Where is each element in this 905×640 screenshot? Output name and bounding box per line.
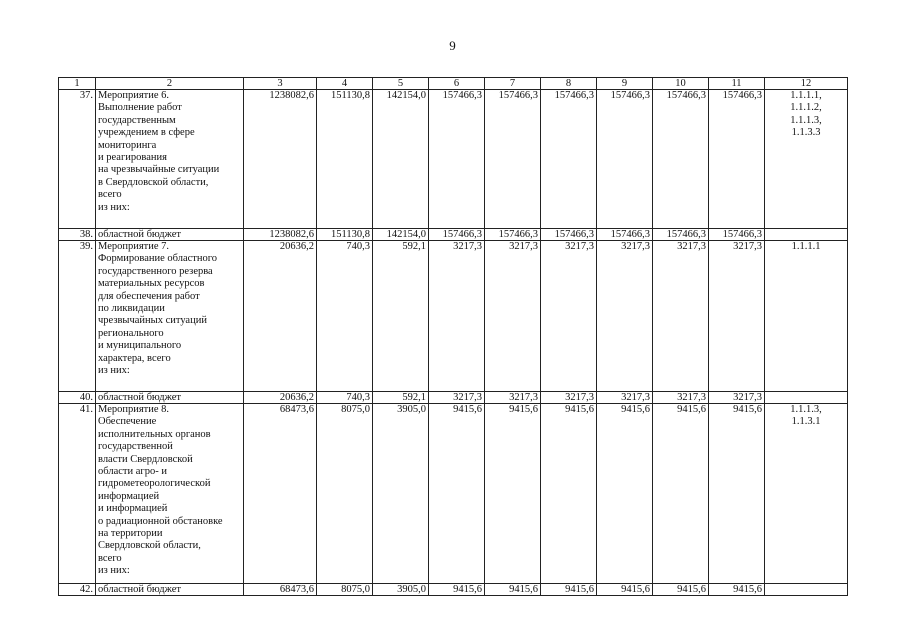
value-cell: 3217,3 [429,241,485,392]
value-cell: 3905,0 [373,584,429,596]
value-cell: 142154,0 [373,229,429,241]
row-number: 42. [59,584,96,596]
value-cell: 3217,3 [709,241,765,392]
value-cell: 3217,3 [485,392,541,404]
value-cell: 3217,3 [709,392,765,404]
row-number: 41. [59,404,96,584]
item-name: областной бюджет [96,584,244,596]
table-row [59,404,848,584]
table-row [59,229,848,241]
value-cell: 68473,6 [244,404,317,584]
value-cell: 157466,3 [541,229,597,241]
page-number: 9 [449,38,456,53]
value-cell: 3217,3 [653,241,709,392]
header-cell: 9 [597,78,653,90]
target-reference: 1.1.1.1, 1.1.1.2, 1.1.1.3, 1.1.3.3 [765,90,848,229]
value-cell: 157466,3 [597,229,653,241]
value-cell: 9415,6 [485,584,541,596]
value-cell: 3217,3 [597,241,653,392]
value-cell: 9415,6 [541,404,597,584]
table-row [59,90,848,229]
item-name: Мероприятие 6. Выполнение работ государственным учреждением в сфере мониторинга и реагирования на чрезвычайные ситуации в Свердловской области, всего из них: [96,90,244,229]
value-cell: 9415,6 [429,584,485,596]
value-cell: 157466,3 [429,229,485,241]
header-cell: 7 [485,78,541,90]
value-cell: 157466,3 [653,229,709,241]
header-cell: 1 [59,78,96,90]
table-row [59,241,848,392]
value-cell: 3217,3 [541,241,597,392]
value-cell: 142154,0 [373,90,429,229]
value-cell: 592,1 [373,392,429,404]
item-name: Мероприятие 7. Формирование областного государственного резерва материальных ресурсов для обеспечения работ по ликвидации чрезвычайных ситуаций регионального и муниципального характера, всего из них: [96,241,244,392]
value-cell: 9415,6 [429,404,485,584]
header-cell: 2 [96,78,244,90]
value-cell: 68473,6 [244,584,317,596]
target-reference [765,229,848,241]
value-cell: 1238082,6 [244,229,317,241]
target-reference: 1.1.1.3, 1.1.3.1 [765,404,848,584]
target-reference [765,392,848,404]
header-cell: 12 [765,78,848,90]
value-cell: 3905,0 [373,404,429,584]
value-cell: 3217,3 [597,392,653,404]
target-reference [765,584,848,596]
header-cell: 6 [429,78,485,90]
value-cell: 9415,6 [709,584,765,596]
value-cell: 157466,3 [541,90,597,229]
value-cell: 9415,6 [653,404,709,584]
item-name: областной бюджет [96,392,244,404]
row-number: 37. [59,90,96,229]
row-number: 40. [59,392,96,404]
value-cell: 3217,3 [485,241,541,392]
header-cell: 3 [244,78,317,90]
item-name: Мероприятие 8. Обеспечение исполнительных органов государственной власти Свердловской области агро- и гидрометеорологической информацией и информацией о радиационной обстановке на территории Свердловской области, всего из них: [96,404,244,584]
value-cell: 3217,3 [653,392,709,404]
value-cell: 9415,6 [653,584,709,596]
value-cell: 1238082,6 [244,90,317,229]
value-cell: 157466,3 [429,90,485,229]
value-cell: 157466,3 [709,229,765,241]
table-row [59,392,848,404]
value-cell: 740,3 [317,241,373,392]
header-cell: 4 [317,78,373,90]
value-cell: 151130,8 [317,90,373,229]
row-number: 39. [59,241,96,392]
value-cell: 9415,6 [541,584,597,596]
value-cell: 157466,3 [485,229,541,241]
value-cell: 157466,3 [709,90,765,229]
header-cell: 10 [653,78,709,90]
value-cell: 3217,3 [429,392,485,404]
value-cell: 20636,2 [244,241,317,392]
header-cell: 8 [541,78,597,90]
value-cell: 3217,3 [541,392,597,404]
header-row [59,78,848,90]
target-reference: 1.1.1.1 [765,241,848,392]
budget-table [58,77,848,596]
value-cell: 151130,8 [317,229,373,241]
row-number: 38. [59,229,96,241]
value-cell: 157466,3 [597,90,653,229]
value-cell: 20636,2 [244,392,317,404]
value-cell: 8075,0 [317,584,373,596]
value-cell: 157466,3 [653,90,709,229]
value-cell: 9415,6 [485,404,541,584]
value-cell: 157466,3 [485,90,541,229]
value-cell: 9415,6 [709,404,765,584]
value-cell: 9415,6 [597,404,653,584]
value-cell: 8075,0 [317,404,373,584]
item-name: областной бюджет [96,229,244,241]
header-cell: 5 [373,78,429,90]
header-cell: 11 [709,78,765,90]
value-cell: 740,3 [317,392,373,404]
value-cell: 9415,6 [597,584,653,596]
table-row [59,584,848,596]
value-cell: 592,1 [373,241,429,392]
